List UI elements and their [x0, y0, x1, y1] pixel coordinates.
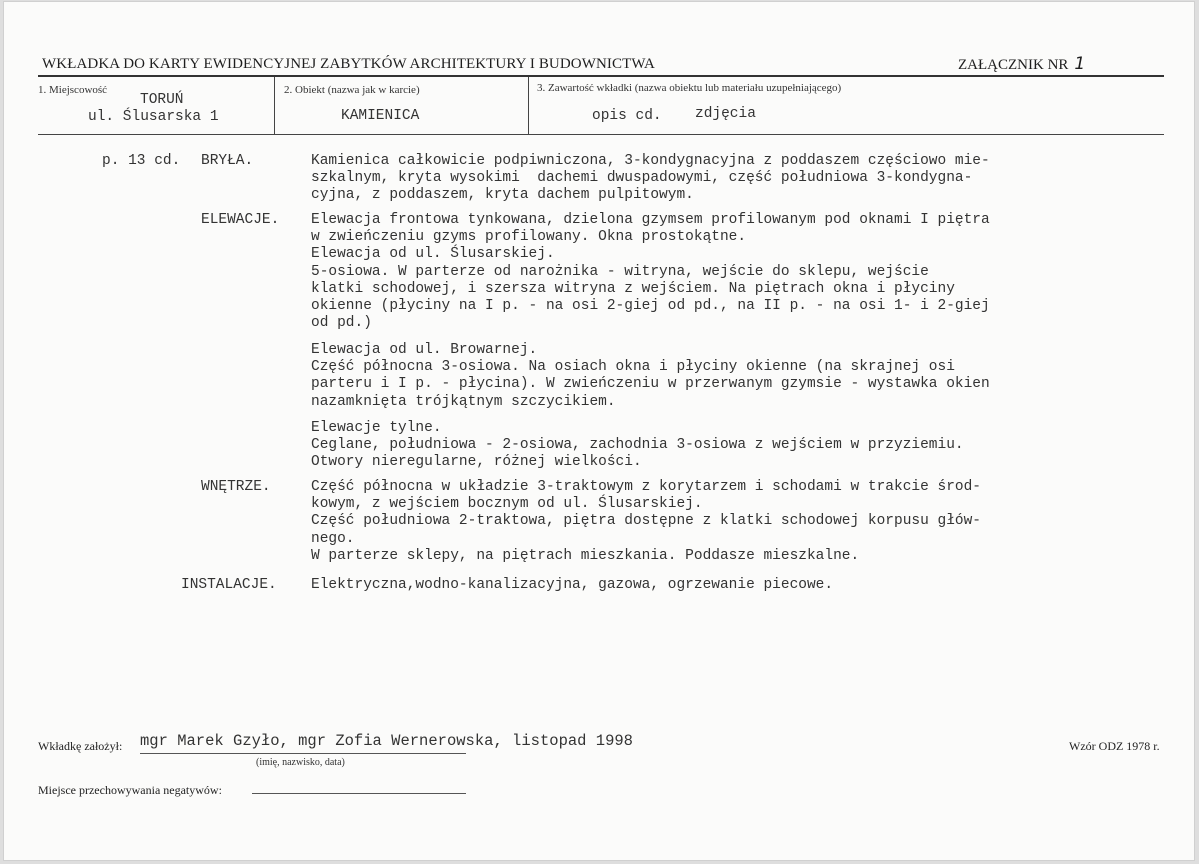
author-label: Wkładkę założył:: [38, 739, 123, 753]
field-divider-1: [274, 77, 275, 135]
object-label: 2. Obiekt (nazwa jak w karcie): [284, 84, 420, 96]
section-label-instalacje: INSTALACJE.: [181, 577, 277, 593]
fields-bottom-rule: [38, 134, 1164, 135]
section-label-bryla: BRYŁA.: [201, 153, 254, 169]
section-label-elewacje: ELEWACJE.: [201, 212, 280, 228]
elewacje-paragraph-rear: Elewacje tylne. Ceglane, południowa - 2-osiowa, zachodnia 3-osiowa z wejściem w przyziemiu. Otwory nieregularne, różnej wielkości.: [311, 420, 964, 471]
negatives-line: [252, 793, 466, 794]
author-line: [140, 753, 466, 754]
section-label-wnetrze: WNĘTRZE.: [201, 479, 271, 495]
header-rule: [38, 75, 1164, 77]
form-title: WKŁADKA DO KARTY EWIDENCYJNEJ ZABYTKÓW ARCHITEKTURY I BUDOWNICTWA: [42, 56, 655, 72]
instalacje-paragraph: Elektryczna,wodno-kanalizacyjna, gazowa, ogrzewanie piecowe.: [311, 577, 834, 593]
contents-value-description: opis cd.: [592, 108, 662, 124]
bryla-paragraph: Kamienica całkowicie podpiwniczona, 3-kondygnacyjna z poddaszem częściowo mie- szkalnym, kryta wysokimi dachemi dwuspadowymi, część południowa 3-kondygna- cyjna, z poddaszem, kryta dachem pulpitowym.: [311, 153, 990, 204]
contents-label: 3. Zawartość wkładki (nazwa obiektu lub materiału uzupełniającego): [537, 82, 842, 94]
field-divider-2: [528, 77, 529, 135]
author-hint: (imię, nazwisko, data): [256, 757, 345, 768]
author-value: mgr Marek Gzyło, mgr Zofia Wernerowska, listopad 1998: [140, 732, 633, 750]
locality-label: 1. Miejscowość: [38, 84, 108, 96]
section-prefix: p. 13 cd.: [102, 153, 181, 169]
object-value: KAMIENICA: [341, 108, 420, 124]
negatives-label: Miejsce przechowywania negatywów:: [38, 783, 222, 797]
form-reference: Wzór ODZ 1978 r.: [1069, 739, 1160, 753]
wnetrze-paragraph: Część północna w układzie 3-traktowym z korytarzem i schodami w trakcie środ- kowym, z wejściem bocznym od ul. Ślusarskiej. Część południowa 2-traktowa, piętra dostępne z klatki schodowej korpusu głów- nego. W parterze sklepy, na piętrach mieszkania. Poddasze mieszkalne.: [311, 479, 982, 564]
locality-city: TORUŃ: [140, 92, 184, 108]
annex-label: [958, 54, 1085, 74]
annex-label-text: ZAŁĄCZNIK NR: [958, 57, 1069, 73]
locality-street: ul. Ślusarska 1: [88, 109, 219, 125]
elewacje-paragraph-front: Elewacja frontowa tynkowana, dzielona gzymsem profilowanym pod oknami I piętra w zwieńczeniu gzyms profilowany. Okna prostokątne. Elewacja od ul. Ślusarskiej. 5-osiowa. W parterze od narożnika - witryna, wejście do sklepu, wejście klatki schodowej, i szersza witryna z wejściem. Na piętrach okna i płyciny okienne (płyciny na I p. - na osi 2-giej od pd., na II p. - na osi 1- i 2-giej od pd.): [311, 212, 990, 332]
annex-number: 1: [1074, 54, 1086, 74]
elewacje-paragraph-browarna: Elewacja od ul. Browarnej. Część północna 3-osiowa. Na osiach okna i płyciny okienne (na skrajnej osi parteru i I p. - płycina). W zwieńczeniu w przerwanym gzymsie - wystawka okien nazamknięta trójkątnym szczycikiem.: [311, 342, 990, 410]
contents-value-photos: zdjęcia: [695, 106, 756, 122]
